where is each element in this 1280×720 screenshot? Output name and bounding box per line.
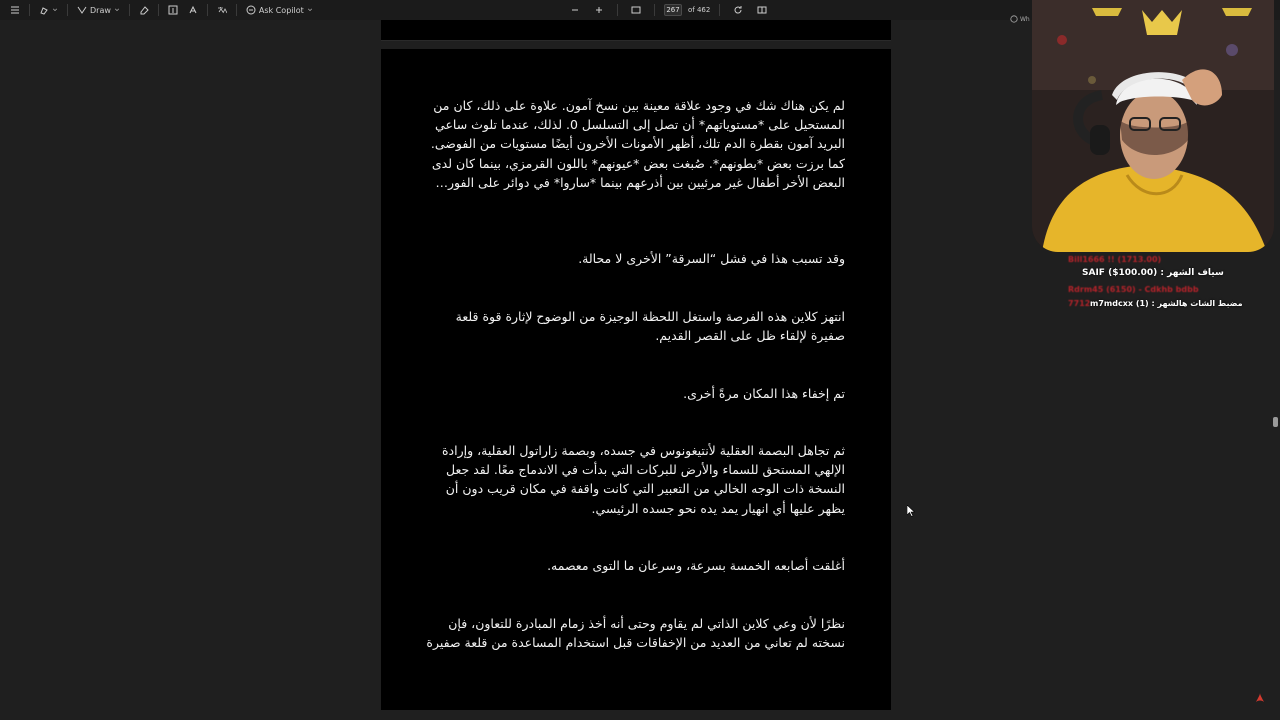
toolbar-divider [158, 4, 159, 16]
eraser-icon [139, 5, 149, 15]
copilot-chip-label: Wh [1020, 15, 1030, 23]
list-icon [10, 5, 20, 15]
text-box-icon [168, 5, 178, 15]
overlay-blurred-line: Bill1666 !! (1713.00) [1068, 255, 1162, 264]
minus-icon [570, 5, 580, 15]
chevron-down-icon [114, 7, 120, 13]
page-number-input[interactable]: 267 [664, 4, 682, 16]
streamer-video-icon [1032, 0, 1274, 252]
paragraph: انتهز كلاين هذه الفرصة واستغل اللحظة الوجيزة من الوضوح لإثارة قوة قلعة صفيرة لإلقاء ظل على القصر القديم. [455, 309, 845, 344]
toolbar-divider [617, 4, 618, 16]
page-view-button[interactable] [753, 2, 771, 18]
erase-button[interactable] [135, 2, 153, 18]
draw-label: Draw [90, 5, 111, 15]
rotate-icon [733, 5, 743, 15]
toolbar-divider [236, 4, 237, 16]
mouse-cursor-icon [907, 505, 915, 517]
scrollbar-thumb[interactable] [1273, 417, 1278, 427]
paragraph: نظرًا لأن وعي كلاين الذاتي لم يقاوم وحتى أنه أخذ زمام المبادرة للتعاون، فإن نسخته لم تعاني من العديد من الإخفاقات قبل استخدام المساعدة من قلعة صفيرة [426, 616, 845, 651]
read-aloud-button[interactable] [184, 2, 202, 18]
top-donor-label: سياف الشهر : SAIF ($100.00) [1082, 268, 1224, 278]
fit-page-icon [631, 5, 641, 15]
overlay-blurred-line: Rdrm45 (6150) - Cdkhb bdbb [1068, 285, 1199, 294]
paragraph: وقد تسبب هذا في فشل “السرقة” الأخرى لا محالة. [578, 251, 845, 266]
ask-copilot-label: Ask Copilot [258, 5, 304, 15]
page-navigation [566, 2, 771, 18]
overlay-blurred-line: 7712 [1068, 299, 1091, 308]
plus-icon [594, 5, 604, 15]
chevron-down-icon [52, 7, 58, 13]
toolbar-divider [29, 4, 30, 16]
paragraph: تم إخفاء هذا المكان مرةً أخرى. [683, 386, 845, 401]
zoom-out-button[interactable] [566, 2, 584, 18]
chevron-down-icon [307, 7, 313, 13]
highlight-button[interactable] [35, 2, 62, 18]
pdf-icon [1254, 692, 1266, 704]
read-aloud-icon [188, 5, 198, 15]
text-box-button[interactable] [164, 2, 182, 18]
zoom-in-button[interactable] [590, 2, 608, 18]
page-view-icon [757, 5, 767, 15]
chat-controller-label: مضبط الشات هالشهر : m7mdcxx (1) [1090, 299, 1243, 308]
toolbar-divider [207, 4, 208, 16]
previous-page [381, 20, 891, 41]
paragraph: لم يكن هناك شك في وجود علاقة معينة بين نسخ آمون. علاوة على ذلك، كان من المستحيل على *مستوياتهم* أن تصل إلى التسلسل 0. لذلك، عندما تلوث ساعي البريد آمون بقطرة الدم تلك، أظهر الأمونات الأخرون أيضًا مستويات من الفوضى. كما برزت بعض *بطونهم*. صُبغت بعض *عيونهم* باللون القرمزي، بينما كان لدى البعض الأخر أطفال غير مرئيين بين أذرعهم بينما *ساروا* في دوائر على الفور… [430, 98, 845, 190]
paragraph: ثم تجاهل البصمة العقلية لأنتيغونوس في جسده، وبصمة زاراتول العقلية، وإرادة الإلهي المستحق للسماء والأرض للبركات التي بدأت في الاندماج معًا. لقد جعل النسخة ذات الوجه الخالي من التعبير التي كانت واقفة في مكان قريب دون أن يظهر عليها أي انهيار يمد يده نحو جسده الرئيسي. [441, 443, 845, 516]
translate-icon [217, 5, 227, 15]
highlighter-icon [39, 5, 49, 15]
contents-button[interactable] [6, 2, 24, 18]
toolbar-divider [654, 4, 655, 16]
translate-button[interactable] [213, 2, 231, 18]
rotate-button[interactable] [729, 2, 747, 18]
toolbar-divider [67, 4, 68, 16]
copilot-icon [246, 5, 256, 15]
paragraph: أغلقت أصابعه الخمسة بسرعة، وسرعان ما التوى معصمه. [547, 558, 845, 573]
fit-page-button[interactable] [627, 2, 645, 18]
toolbar-divider [129, 4, 130, 16]
webcam-feed [1032, 0, 1274, 252]
ask-copilot-button[interactable] [242, 2, 317, 18]
pdf-page [381, 49, 891, 710]
draw-button[interactable] [73, 2, 124, 18]
page-total: of 462 [688, 6, 711, 14]
toolbar-divider [719, 4, 720, 16]
pen-icon [77, 5, 87, 15]
